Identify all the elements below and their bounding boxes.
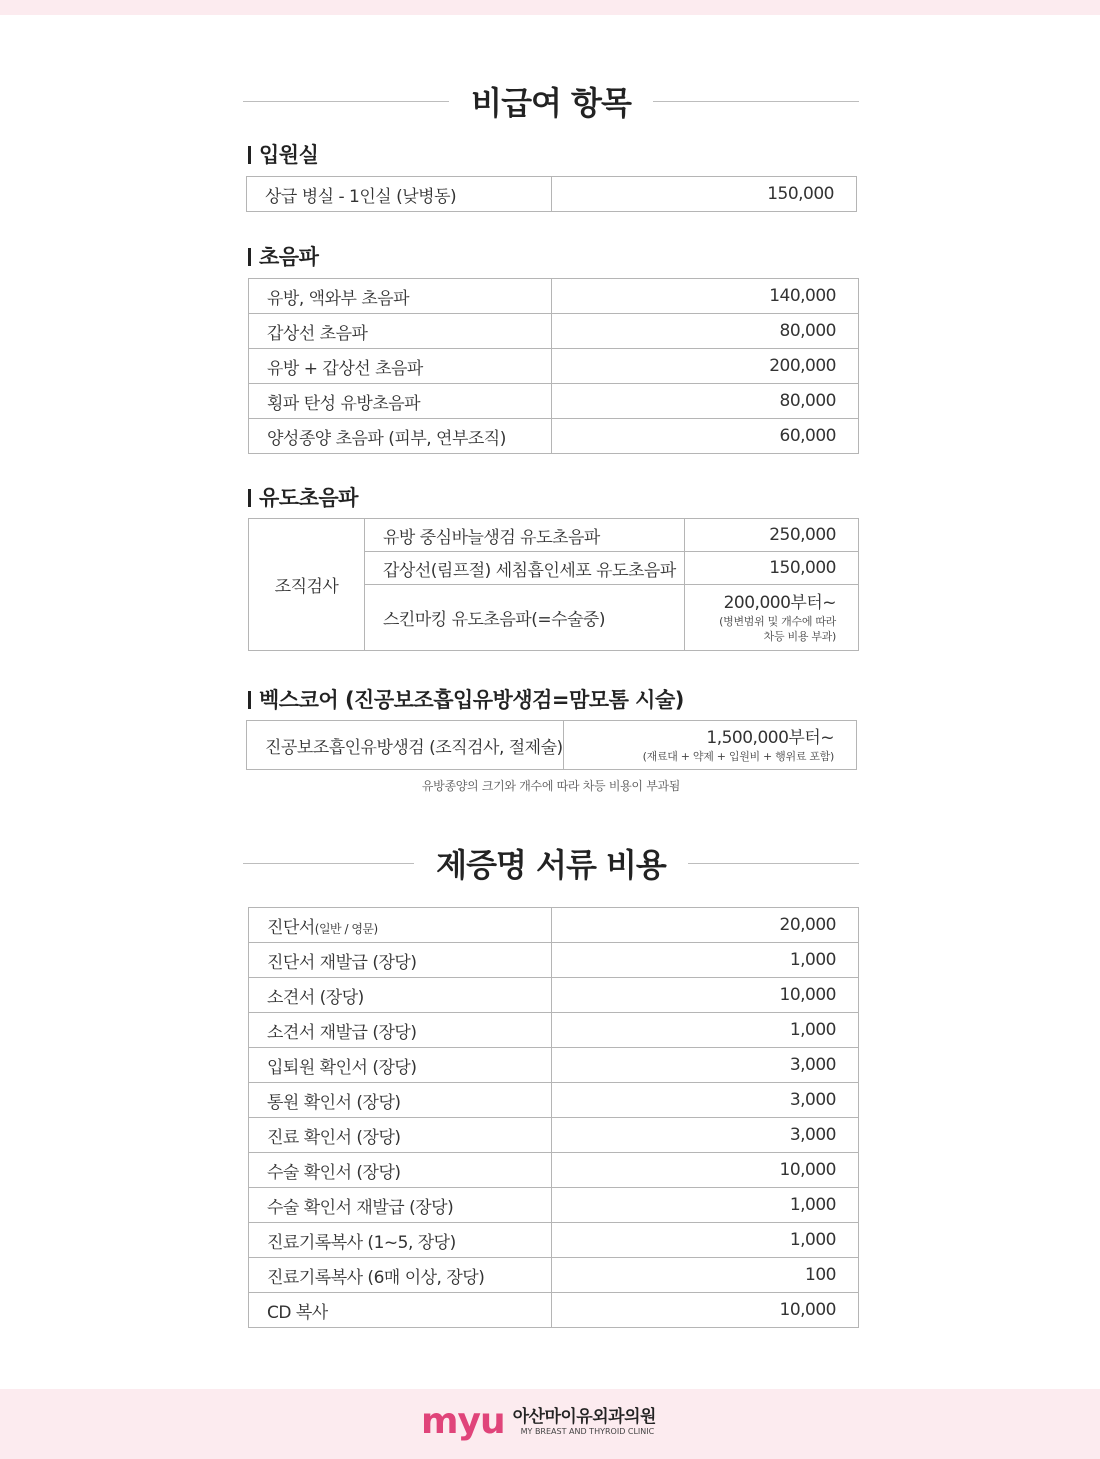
item-price: 10,000 — [552, 1293, 859, 1328]
ultrasound-heading-text: 초음파 — [259, 245, 319, 269]
item-label: 진공보조흡인유방생검 (조직검사, 절제술) — [247, 721, 564, 770]
noncovered-section-title: 비급여 항목 — [471, 84, 631, 122]
top-decorative-strip — [0, 0, 1100, 15]
item-label: 유방 + 갑상선 초음파 — [249, 349, 552, 384]
item-label: 양성종양 초음파 (피부, 연부조직) — [249, 419, 552, 454]
biopsy-group-label: 조직검사 — [249, 519, 365, 651]
item-label: 유방, 액와부 초음파 — [249, 279, 552, 314]
item-price: 3,000 — [552, 1118, 859, 1153]
item-price: 80,000 — [552, 314, 859, 349]
table-row — [249, 384, 859, 419]
clinic-name-english: MY BREAST AND THYROID CLINIC — [520, 1427, 655, 1436]
table-row — [247, 177, 857, 212]
item-price: 3,000 — [552, 1083, 859, 1118]
inpatient-heading-text: 입원실 — [259, 143, 319, 167]
heading-bar-icon — [248, 489, 251, 507]
item-price: 1,500,000부터~ — [706, 727, 834, 748]
clinic-name-korean: 아산마이유외과의원 — [512, 1407, 656, 1427]
clinic-logo — [421, 1402, 656, 1442]
vexcore-footnote: 유방종양의 크기와 개수에 따라 차등 비용이 부과됨 — [421, 779, 681, 793]
vexcore-heading-text: 벡스코어 (진공보조흡입유방생검=맘모톰 시술) — [259, 688, 684, 712]
item-price-note: (병변범위 및 개수에 따라 — [719, 614, 836, 628]
item-label: 통원 확인서 (장당) — [249, 1083, 552, 1118]
vexcore-heading — [248, 684, 684, 714]
heading-bar-icon — [248, 248, 251, 266]
noncovered-section-header — [243, 78, 859, 124]
title-divider-left — [243, 101, 449, 102]
item-price: 100 — [552, 1258, 859, 1293]
item-price-cell — [685, 585, 859, 651]
item-price: 10,000 — [552, 1153, 859, 1188]
documents-section-header — [243, 840, 859, 886]
table-row — [249, 943, 859, 978]
documents-section-title: 제증명 서류 비용 — [436, 846, 666, 884]
item-price: 150,000 — [552, 177, 857, 212]
item-label: 진료기록복사 (1~5, 장당) — [249, 1223, 552, 1258]
title-divider-left — [243, 863, 414, 864]
item-label: 수술 확인서 (장당) — [249, 1153, 552, 1188]
item-label: 진료 확인서 (장당) — [249, 1118, 552, 1153]
item-price: 200,000 — [552, 349, 859, 384]
table-row — [249, 908, 859, 943]
table-row — [249, 1153, 859, 1188]
item-price: 150,000 — [685, 552, 859, 585]
item-label-qualifier: (일반 / 영문) — [314, 921, 378, 936]
table-row — [249, 1013, 859, 1048]
item-label — [249, 908, 552, 943]
item-label: CD 복사 — [249, 1293, 552, 1328]
table-row — [249, 419, 859, 454]
table-row — [249, 1188, 859, 1223]
item-label: 유방 중심바늘생검 유도초음파 — [365, 519, 685, 552]
table-row — [249, 1223, 859, 1258]
item-label: 소견서 (장당) — [249, 978, 552, 1013]
item-price: 1,000 — [552, 943, 859, 978]
item-price-cell — [563, 721, 856, 770]
heading-bar-icon — [248, 691, 251, 709]
item-price-note: (재료대 + 약제 + 입원비 + 행위료 포함) — [642, 749, 834, 763]
item-price: 1,000 — [552, 1188, 859, 1223]
item-price: 1,000 — [552, 1013, 859, 1048]
guided-ultrasound-heading-text: 유도초음파 — [259, 486, 358, 510]
table-row — [249, 314, 859, 349]
item-label: 진료기록복사 (6매 이상, 장당) — [249, 1258, 552, 1293]
table-row — [249, 349, 859, 384]
vexcore-table — [246, 720, 857, 770]
heading-bar-icon — [248, 146, 251, 164]
table-row — [249, 1048, 859, 1083]
item-price: 250,000 — [685, 519, 859, 552]
table-row — [249, 519, 859, 552]
table-row — [249, 1083, 859, 1118]
item-price-note: 차등 비용 부과) — [763, 629, 836, 643]
table-row — [249, 1293, 859, 1328]
item-label: 갑상선(림프절) 세침흡인세포 유도초음파 — [365, 552, 685, 585]
item-label: 입퇴원 확인서 (장당) — [249, 1048, 552, 1083]
item-price: 20,000 — [552, 908, 859, 943]
item-label-text: 진단서 — [267, 917, 315, 938]
item-label: 횡파 탄성 유방초음파 — [249, 384, 552, 419]
ultrasound-heading — [248, 241, 318, 271]
item-price: 80,000 — [552, 384, 859, 419]
table-row — [249, 1258, 859, 1293]
item-price: 140,000 — [552, 279, 859, 314]
item-price: 3,000 — [552, 1048, 859, 1083]
item-label: 수술 확인서 재발급 (장당) — [249, 1188, 552, 1223]
title-divider-right — [653, 101, 859, 102]
guided-ultrasound-table — [248, 518, 859, 651]
table-row — [249, 279, 859, 314]
title-divider-right — [688, 863, 859, 864]
item-price: 200,000부터~ — [723, 592, 836, 613]
item-label: 스킨마킹 유도초음파(=수술중) — [365, 585, 685, 651]
table-row — [249, 1118, 859, 1153]
item-label: 진단서 재발급 (장당) — [249, 943, 552, 978]
item-label: 갑상선 초음파 — [249, 314, 552, 349]
inpatient-table — [246, 176, 857, 212]
item-price: 10,000 — [552, 978, 859, 1013]
logo-mark: myu — [421, 1401, 505, 1442]
item-price: 60,000 — [552, 419, 859, 454]
guided-ultrasound-heading — [248, 482, 358, 512]
item-label: 상급 병실 - 1인실 (낮병동) — [247, 177, 552, 212]
table-row — [247, 721, 857, 770]
documents-table — [248, 907, 859, 1328]
logo-text — [513, 1407, 656, 1437]
item-label: 소견서 재발급 (장당) — [249, 1013, 552, 1048]
inpatient-heading — [248, 139, 318, 169]
item-price: 1,000 — [552, 1223, 859, 1258]
table-row — [249, 978, 859, 1013]
ultrasound-table — [248, 278, 859, 454]
